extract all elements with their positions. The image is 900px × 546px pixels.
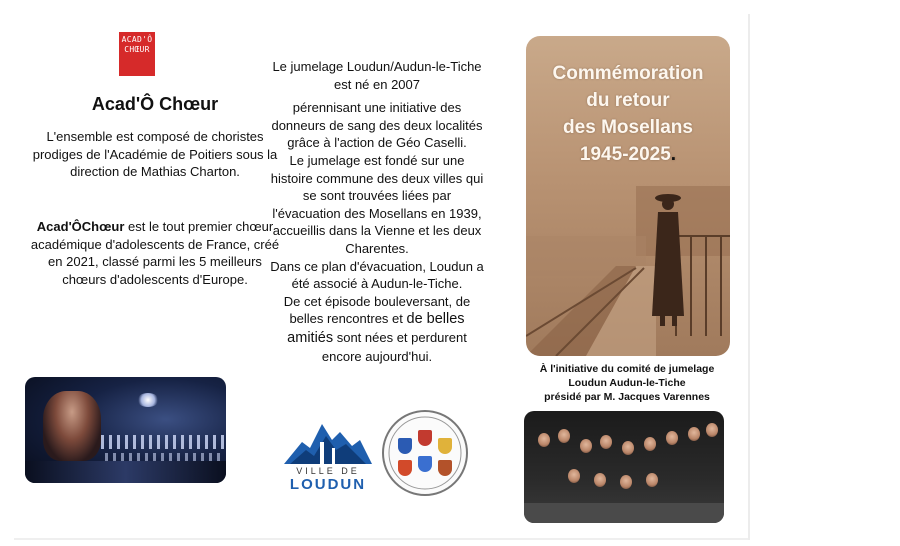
singer-head	[568, 469, 580, 483]
poster-title-line-2: du retour	[586, 90, 670, 111]
choir-name-bold: Acad'ÔChœur	[36, 219, 125, 234]
singer-head	[666, 431, 678, 445]
singer-head	[538, 433, 550, 447]
caption-line-3: présidé par M. Jacques Varennes	[544, 391, 710, 403]
loudun-label: LOUDUN	[289, 476, 367, 493]
crest-icon	[438, 438, 452, 454]
singer-head	[644, 437, 656, 451]
crest-icon	[418, 430, 432, 446]
singer-head	[646, 473, 658, 487]
acad-o-choeur-logo	[119, 32, 155, 76]
choir-description: L'ensemble est composé de choristes prodiges de l'Académie de Poitiers sous la direction de Mathias Charton.	[32, 129, 278, 179]
choir-row	[85, 435, 225, 449]
friendship-text-b: de belles amitiés	[287, 311, 465, 346]
singer-head	[600, 435, 612, 449]
crest-icon	[438, 460, 452, 476]
crest-icon	[398, 438, 412, 454]
singer-head	[594, 473, 606, 487]
singer-head	[620, 475, 632, 489]
skyline-icon	[280, 412, 376, 466]
singer-head	[558, 429, 570, 443]
poster-title	[526, 60, 730, 168]
friendship-text-a: De cet épisode bouleversant, de belles rencontres et	[283, 293, 471, 327]
ville-de-loudun-logo	[280, 412, 376, 492]
poster-title-line-1: Commémoration	[552, 63, 704, 84]
twinning-text	[268, 58, 486, 365]
singer-head	[706, 423, 718, 437]
stage-floor	[524, 503, 724, 523]
crest-icon	[418, 456, 432, 472]
choir-history-text: est le tout premier chœur académique d'adolescents de France, créé en 2021, classé parmi les 5 meilleurs chœurs d'adolescents d'Europe.	[30, 219, 280, 287]
chandelier	[137, 393, 159, 407]
choir-group-photo	[524, 411, 724, 523]
twinning-friendship	[268, 293, 486, 365]
caption-line-2: Loudun Audun-le-Tiche	[568, 377, 686, 389]
singer-head	[580, 439, 592, 453]
page-bottom-edge	[14, 538, 748, 540]
crest-icon	[398, 460, 412, 476]
twinning-committee-seal	[382, 410, 468, 496]
twinning-history: Le jumelage est fondé sur une histoire commune des deux villes qui se sont trouvées liées par l'évacuation des Mosellans en 1939, accueillis dans la Vienne et les deux Charentes.	[270, 152, 484, 256]
piano	[25, 461, 226, 483]
logo-line-1: ACAD'Ô	[121, 35, 153, 44]
caption-line-1: À l'initiative du comité de jumelage	[539, 363, 715, 375]
ville-de-label: VILLE DE	[296, 466, 360, 476]
twinning-origin: Le jumelage Loudun/Audun-le-Tiche est né en 2007	[272, 59, 482, 92]
commemoration-poster	[526, 36, 730, 356]
twinning-evacuation: Dans ce plan d'évacuation, Loudun a été associé à Audun-le-Tiche.	[270, 258, 484, 292]
poster-title-line-4: 1945-2025	[579, 144, 671, 165]
committee-caption	[522, 362, 732, 404]
poster-dot: .	[670, 144, 677, 165]
seal-ring-icon	[384, 412, 466, 494]
poster-title-line-3: des Mosellans	[563, 117, 693, 138]
friendship-text-c: sont nées et perdurent encore aujourd'hui.	[321, 329, 467, 364]
choir-history	[30, 218, 280, 288]
concert-photo	[25, 377, 226, 483]
choir-title: Acad'Ô Chœur	[91, 94, 219, 114]
singer-head	[688, 427, 700, 441]
pianist-figure	[43, 391, 101, 461]
logo-line-2: CHŒUR	[124, 45, 150, 54]
page-fold-edge	[748, 14, 750, 540]
twinning-initiative: pérennisant une initiative des donneurs de sang des deux localités grâce à l'action de Géo Caselli.	[271, 100, 483, 151]
singer-head	[622, 441, 634, 455]
